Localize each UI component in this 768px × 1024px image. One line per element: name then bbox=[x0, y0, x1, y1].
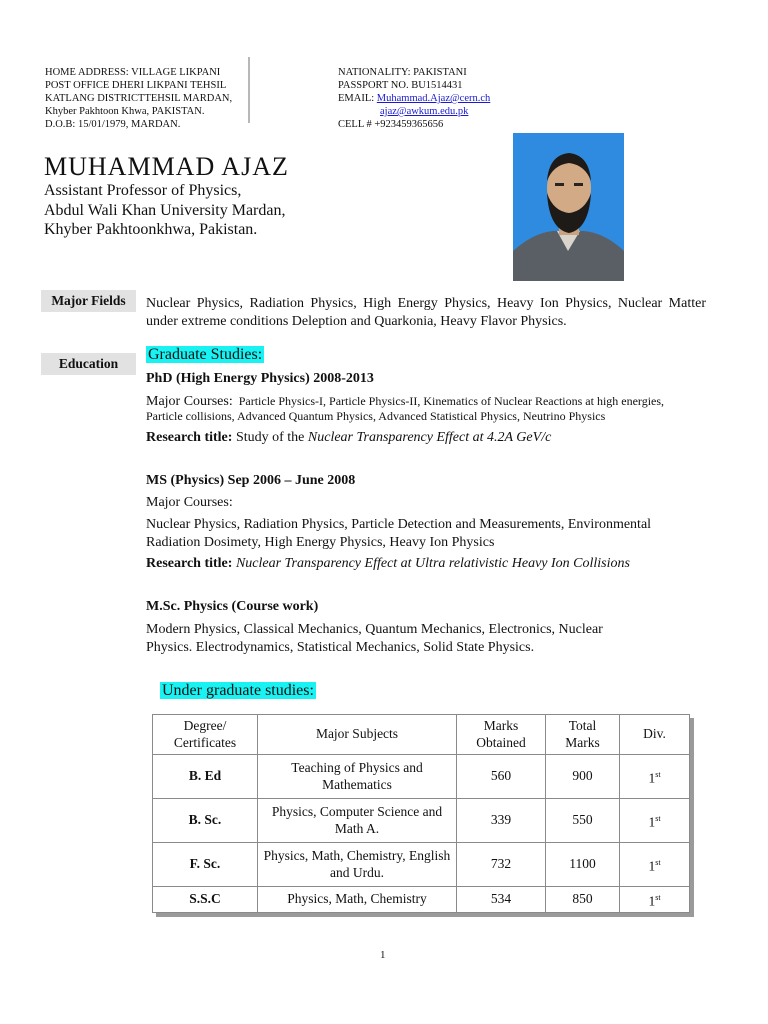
phd-research-prefix: Study of the bbox=[235, 430, 305, 445]
cell-degree: B. Sc. bbox=[153, 799, 258, 843]
table-row bbox=[153, 799, 690, 843]
cell-degree: S.S.C bbox=[153, 887, 258, 913]
cell-degree: B. Ed bbox=[153, 755, 258, 799]
cell-degree: F. Sc. bbox=[153, 843, 258, 887]
division-suffix: st bbox=[655, 857, 661, 867]
phd-research-title: Nuclear Transparency Effect at 4.2A GeV/c bbox=[307, 430, 552, 445]
page-number: 1 bbox=[380, 949, 386, 961]
phd-courses-list: Particle Physics-I, Particle Physics-II, Kinematics of Nuclear Reactions at high energies, Particle collisions, Advanced Quantum Physics, Advanced Statistical Physics, Neutrino Physics bbox=[146, 394, 665, 423]
undergrad-heading-wrap bbox=[160, 682, 316, 700]
cell-subjects: Teaching of Physics and Mathematics bbox=[258, 755, 457, 799]
address-line: POST OFFICE DHERI LIKPANI TEHSIL bbox=[45, 80, 227, 91]
ms-research bbox=[146, 555, 630, 573]
table-row bbox=[153, 843, 690, 887]
phd-courses bbox=[146, 394, 686, 423]
msc-courses bbox=[146, 621, 706, 657]
email-link-awkum[interactable]: ajaz@awkum.edu.pk bbox=[380, 106, 469, 117]
cell-total: 550 bbox=[546, 799, 620, 843]
division-value: 1 bbox=[648, 770, 656, 785]
table-row bbox=[153, 755, 690, 799]
cell-subjects: Physics, Math, Chemistry bbox=[258, 887, 457, 913]
address-line: Khyber Pakhtoon Khwa, PAKISTAN. bbox=[45, 106, 205, 117]
division-value: 1 bbox=[648, 858, 656, 873]
address-line: KATLANG DISTRICTTEHSIL MARDAN, bbox=[45, 93, 233, 104]
address-divider bbox=[248, 57, 250, 123]
education-label: Education bbox=[41, 353, 136, 375]
cell-division bbox=[620, 755, 690, 799]
division-suffix: st bbox=[655, 813, 661, 823]
contact-details bbox=[338, 66, 538, 131]
email-link-cern[interactable]: Muhammad.Ajaz@cern.ch bbox=[376, 93, 491, 104]
person-name: MUHAMMAD AJAZ bbox=[44, 152, 289, 181]
ms-heading: MS (Physics) Sep 2006 – June 2008 bbox=[146, 473, 356, 488]
division-value: 1 bbox=[648, 893, 656, 908]
msc-courses-line: Physics. Electrodynamics, Statistical Mechanics, Solid State Physics. bbox=[146, 640, 535, 655]
passport-number: PASSPORT NO. BU1514431 bbox=[338, 80, 463, 91]
nationality: NATIONALITY: PAKISTANI bbox=[338, 67, 467, 78]
cell-obtained: 560 bbox=[457, 755, 546, 799]
header-degree: Degree/ Certificates bbox=[153, 715, 258, 755]
major-fields-label: Major Fields bbox=[41, 290, 136, 312]
division-value: 1 bbox=[648, 814, 656, 829]
email-label: EMAIL: bbox=[338, 93, 377, 104]
msc-heading: M.Sc. Physics (Course work) bbox=[146, 599, 319, 614]
undergrad-studies-heading: Under graduate studies: bbox=[162, 682, 314, 699]
cell-division bbox=[620, 799, 690, 843]
cell-total: 900 bbox=[546, 755, 620, 799]
header-total-marks: Total Marks bbox=[546, 715, 620, 755]
msc-courses-line: Modern Physics, Classical Mechanics, Quantum Mechanics, Electronics, Nuclear bbox=[146, 622, 603, 637]
division-suffix: st bbox=[655, 769, 661, 779]
cell-division bbox=[620, 843, 690, 887]
phd-research-label: Research title: bbox=[146, 430, 233, 445]
graduate-studies-heading: Graduate Studies: bbox=[148, 346, 263, 363]
position-title bbox=[44, 181, 285, 240]
ms-research-label: Research title: bbox=[146, 556, 233, 571]
ms-courses-label: Major Courses: bbox=[146, 495, 233, 510]
cell-total: 850 bbox=[546, 887, 620, 913]
email-row-2 bbox=[338, 105, 538, 118]
cell-obtained: 339 bbox=[457, 799, 546, 843]
major-fields-text: Nuclear Physics, Radiation Physics, High Energy Physics, Heavy Ion Physics, Nuclear Matter under extreme conditions Deleption and Quarkonia, Heavy Flavor Physics. bbox=[146, 296, 706, 329]
title-line: Assistant Professor of Physics, bbox=[44, 182, 242, 199]
cell-obtained: 534 bbox=[457, 887, 546, 913]
cell-division bbox=[620, 887, 690, 913]
cell-obtained: 732 bbox=[457, 843, 546, 887]
cell-subjects: Physics, Math, Chemistry, English and Urdu. bbox=[258, 843, 457, 887]
home-address bbox=[45, 66, 250, 131]
table-row bbox=[153, 887, 690, 913]
division-suffix: st bbox=[655, 892, 661, 902]
phd-research bbox=[146, 429, 551, 447]
table-header-row bbox=[153, 715, 690, 755]
undergrad-table-wrap bbox=[152, 714, 690, 913]
header-marks-obtained: Marks Obtained bbox=[457, 715, 546, 755]
undergrad-table bbox=[152, 714, 690, 913]
header-division: Div. bbox=[620, 715, 690, 755]
header-subjects: Major Subjects bbox=[258, 715, 457, 755]
title-line: Abdul Wali Khan University Mardan, bbox=[44, 201, 286, 219]
graduate-heading-wrap bbox=[146, 346, 264, 364]
email-row bbox=[338, 92, 538, 105]
cell-number: CELL # +923459365656 bbox=[338, 119, 444, 130]
cell-total: 1100 bbox=[546, 843, 620, 887]
portrait-illustration bbox=[513, 133, 624, 281]
title-line: Khyber Pakhtoonkhwa, Pakistan. bbox=[44, 221, 258, 238]
cell-subjects: Physics, Computer Science and Math A. bbox=[258, 799, 457, 843]
date-of-birth: D.O.B: 15/01/1979, MARDAN. bbox=[45, 119, 181, 130]
phd-heading: PhD (High Energy Physics) 2008-2013 bbox=[146, 371, 374, 386]
address-line: HOME ADDRESS: VILLAGE LIKPANI bbox=[45, 67, 221, 78]
phd-courses-label: Major Courses: bbox=[146, 394, 233, 409]
profile-photo bbox=[513, 133, 624, 281]
ms-research-title: Nuclear Transparency Effect at Ultra relativistic Heavy Ion Collisions bbox=[235, 556, 630, 571]
ms-courses-list: Nuclear Physics, Radiation Physics, Particle Detection and Measurements, Environmental Radiation Dosimety, High Energy Physics, Heavy Ion Physics bbox=[146, 517, 652, 550]
